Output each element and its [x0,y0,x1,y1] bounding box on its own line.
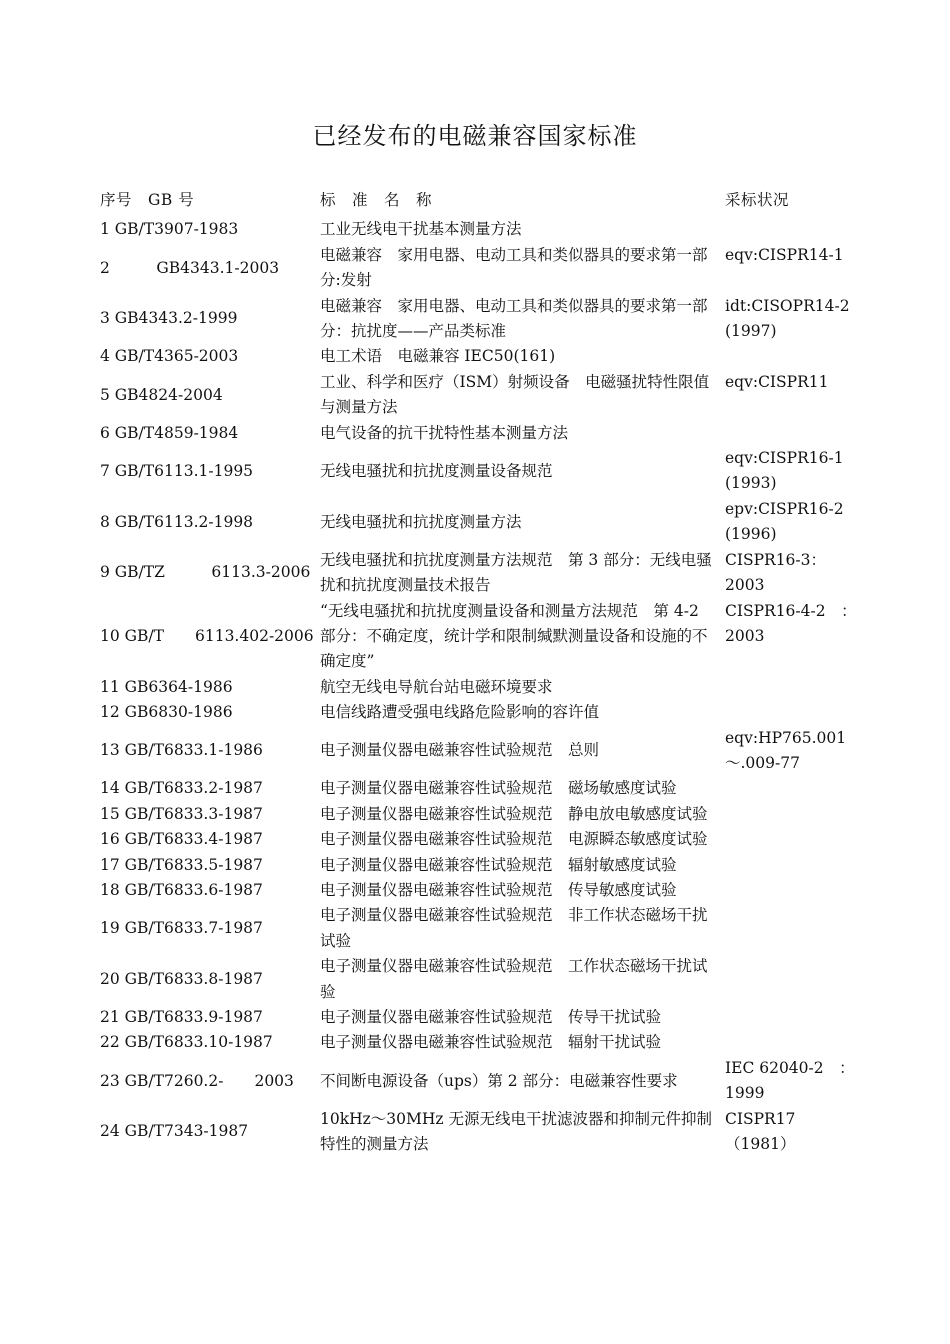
standard-number-text: 14 GB/T6833.2-1987 [100,779,263,798]
adoption-status [725,700,860,725]
table-row [100,497,860,548]
standard-number-text: 23 GB/T7260.2- 2003 [100,1071,294,1090]
standard-name: 10kHz～30MHz 无源无线电干扰滤波器和抑制元件抑制特性的测量方法 [320,1109,713,1154]
standard-number [100,1005,320,1030]
standard-name: 电子测量仪器电磁兼容性试验规范 传导干扰试验 [320,1008,662,1026]
standard-number [100,802,320,827]
table-row [100,370,860,421]
table-row [100,294,860,345]
adoption-status: CISPR16-4-2 ：2003 [725,601,857,645]
standard-number [100,878,320,903]
standard-number [100,776,320,801]
standard-number [100,421,320,446]
standard-number-text: 15 GB/T6833.3-1987 [100,804,263,823]
standard-number-text: 3 GB4343.2-1999 [100,309,238,328]
table-row [100,1107,860,1158]
adoption-status [725,802,860,827]
standard-name: 电子测量仪器电磁兼容性试验规范 非工作状态磁场干扰试验 [320,906,708,950]
standard-number-text: 12 GB6830-1986 [100,703,233,722]
standard-number [100,1056,320,1107]
adoption-status: IEC 62040-2 ：1999 [725,1058,855,1103]
header-name: 标 准 名 称 [320,191,433,209]
standard-number [100,548,320,599]
page-title: 已经发布的电磁兼容国家标准 [312,122,638,150]
table-row [100,675,860,700]
adoption-status [725,853,860,878]
standard-name: 工业、科学和医疗（ISM）射频设备 电磁骚扰特性限值与测量方法 [320,372,710,417]
table-row [100,1005,860,1030]
standards-table [100,188,860,1157]
standard-number [100,700,320,725]
table-row [100,802,860,827]
standard-number [100,294,320,345]
standard-number [100,903,320,954]
table-row [100,853,860,878]
standard-name: 电气设备的抗干扰特性基本测量方法 [320,423,569,442]
header-number: 序号 GB 号 [100,191,195,209]
standard-name: 航空无线电导航台站电磁环境要求 [320,677,553,696]
standard-number [100,954,320,1005]
table-header-row [100,188,860,217]
standard-name: 电子测量仪器电磁兼容性试验规范 传导敏感度试验 [320,880,677,899]
table-row [100,1056,860,1107]
table-row [100,878,860,903]
standard-number-text: 11 GB6364-1986 [100,677,233,696]
table-row [100,344,860,369]
standard-number-text: 24 GB/T7343-1987 [100,1122,249,1141]
standard-name: 电子测量仪器电磁兼容性试验规范 静电放电敏感度试验 [320,804,708,823]
table-row [100,1030,860,1055]
standard-number-text: 17 GB/T6833.5-1987 [100,855,263,874]
table-row [100,548,860,599]
standard-number-text: 10 GB/T 6113.402-2006 [100,626,314,645]
standard-number [100,726,320,777]
adoption-status: eqv:HP765.001 ～.009-77 [725,728,847,772]
standard-number-text: 21 GB/T6833.9-1987 [100,1008,263,1026]
adoption-status: eqv:CISPR14-1 [725,245,844,264]
standard-name: 不间断电源设备（ups）第 2 部分：电磁兼容性要求 [320,1071,678,1090]
standard-name: 电信线路遭受强电线路危险影响的容许值 [320,703,600,722]
standard-number-text: 20 GB/T6833.8-1987 [100,969,263,988]
adoption-status [725,217,860,242]
standard-name: 无线电骚扰和抗扰度测量方法 [320,512,522,531]
adoption-status: eqv:CISPR16-1 (1993) [725,449,844,493]
standard-name: “无线电骚扰和抗扰度测量设备和测量方法规范 第 4-2 部分：不确定度，统计学和限制缄默测量设备和设施的不确定度” [320,601,708,671]
standard-name: 电子测量仪器电磁兼容性试验规范 工作状态磁场干扰试验 [320,957,708,1001]
standard-number [100,446,320,497]
table-row [100,446,860,497]
adoption-status [725,903,860,954]
adoption-status: idt:CISOPR14-2 (1997) [725,296,850,341]
standard-number-text: 2 GB4343.1-2003 [100,258,280,277]
standard-name: 电磁兼容 家用电器、电动工具和类似器具的要求第一部分:发射 [320,245,708,290]
standard-name: 电子测量仪器电磁兼容性试验规范 辐射敏感度试验 [320,855,677,874]
standard-name: 无线电骚扰和抗扰度测量设备规范 [320,461,553,480]
adoption-status [725,1005,860,1030]
standard-number [100,675,320,700]
standard-name: 电磁兼容 家用电器、电动工具和类似器具的要求第一部分：抗扰度——产品类标准 [320,296,708,341]
header-status: 采标状况 [725,191,790,209]
standard-number-text: 9 GB/TZ 6113.3-2006 [100,563,311,582]
table-body [100,217,860,1157]
adoption-status [725,954,860,1005]
standard-name: 电子测量仪器电磁兼容性试验规范 总则 [320,741,600,760]
standard-number-text: 22 GB/T6833.10-1987 [100,1033,273,1052]
standard-number [100,497,320,548]
standard-number-text: 18 GB/T6833.6-1987 [100,880,263,899]
standard-number-text: 16 GB/T6833.4-1987 [100,830,263,849]
standard-number-text: 6 GB/T4859-1984 [100,423,239,442]
adoption-status: CISPR17 （1981） [725,1109,796,1154]
table-row [100,421,860,446]
standard-number [100,827,320,852]
table-row [100,776,860,801]
standard-number [100,243,320,294]
table-row [100,827,860,852]
table-row [100,726,860,777]
standard-name: 无线电骚扰和抗扰度测量方法规范 第 3 部分：无线电骚扰和抗扰度测量技术报告 [320,550,712,595]
table-row [100,903,860,954]
standard-name: 电子测量仪器电磁兼容性试验规范 电源瞬态敏感度试验 [320,830,708,849]
adoption-status [725,675,860,700]
table-row [100,217,860,242]
adoption-status [725,878,860,903]
adoption-status: epv:CISPR16-2 (1996) [725,499,844,544]
standard-number [100,1107,320,1158]
standard-name: 电子测量仪器电磁兼容性试验规范 磁场敏感度试验 [320,779,677,798]
adoption-status [725,1030,860,1055]
table-row [100,954,860,1005]
standard-number-text: 13 GB/T6833.1-1986 [100,741,263,760]
adoption-status: CISPR16-3：2003 [725,550,827,595]
table-row [100,700,860,725]
table-row [100,243,860,294]
standard-number-text: 7 GB/T6113.1-1995 [100,461,254,480]
adoption-status: eqv:CISPR11 [725,372,829,391]
adoption-status [725,827,860,852]
adoption-status [725,344,860,369]
standard-number-text: 1 GB/T3907-1983 [100,220,239,239]
standard-number [100,853,320,878]
standard-number [100,370,320,421]
standard-name: 电工术语 电磁兼容 IEC50(161) [320,347,556,366]
standard-number [100,1030,320,1055]
standard-number [100,599,320,675]
standard-number-text: 5 GB4824-2004 [100,385,223,404]
standard-number-text: 19 GB/T6833.7-1987 [100,919,263,938]
standard-number [100,344,320,369]
table-row [100,599,860,675]
adoption-status [725,421,860,446]
standard-number-text: 4 GB/T4365-2003 [100,347,239,366]
standard-name: 电子测量仪器电磁兼容性试验规范 辐射干扰试验 [320,1033,662,1052]
standard-number-text: 8 GB/T6113.2-1998 [100,512,254,531]
standard-number [100,217,320,242]
adoption-status [725,776,860,801]
standard-name: 工业无线电干扰基本测量方法 [320,220,522,239]
